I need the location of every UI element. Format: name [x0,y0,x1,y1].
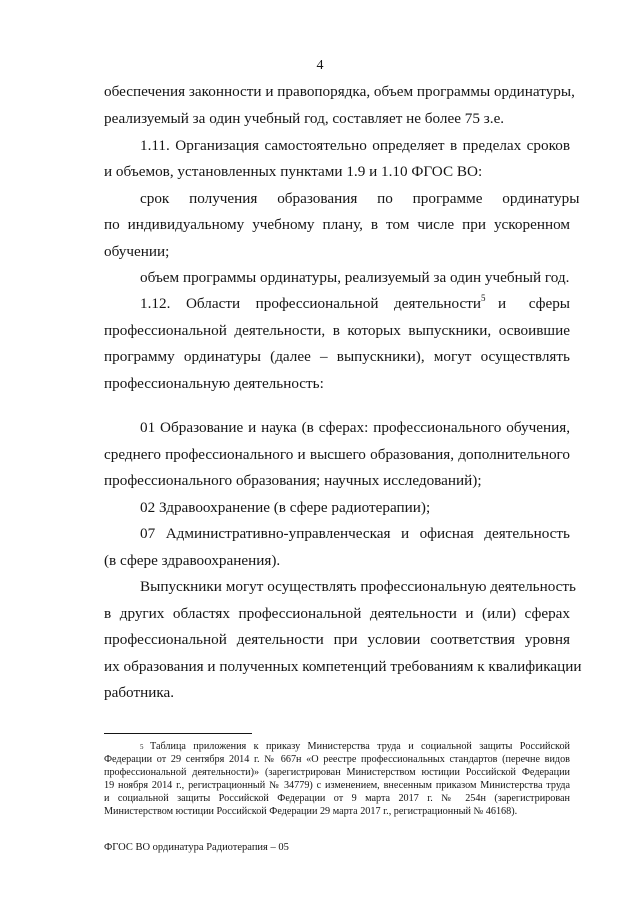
body-line: срок получения образования по программе ординатуры [140,190,580,207]
footnote-line: Таблица приложения к приказу Министерства труда и социальной защиты Российской [150,741,570,752]
body-line: Выпускники могут осуществлять профессиональную деятельность [140,578,576,595]
footnote-line: Министерством юстиции Российской Федерации 29 марта 2017 г., регистрационный № 46168). [104,806,518,817]
body-line: 1.12. Области профессиональной деятельности [140,295,481,312]
body-line: профессионального образования; научных исследований); [104,472,482,489]
body-line: профессиональную деятельность: [104,375,324,392]
body-line: объем программы ординатуры, реализуемый за один учебный год. [140,269,570,286]
footnote-line: 19 ноября 2014 г., регистрационный № 34779) с изменением, внесенным приказом Министерства труда [104,780,570,791]
body-line: 07 Административно-управленческая и офисная деятельность [140,525,570,542]
body-line: 1.11. Организация самостоятельно определяет в пределах сроков [140,137,570,154]
body-line: профессиональной деятельности при условии соответствия уровня [104,631,570,648]
footnote-separator [104,733,252,734]
body-line: обучении; [104,243,170,260]
body-line: 01 Образование и наука (в сферах: профессионального обучения, [140,419,570,436]
body-line: работника. [104,684,175,701]
body-line: профессиональной деятельности, в которых выпускники, освоившие [104,322,570,339]
footnote-line: Федерации от 29 сентября 2014 г. № 667н «О реестре профессиональных стандартов (перечне видов [104,754,570,765]
body-line: по индивидуальному учебному плану, в том числе при ускоренном [104,216,570,233]
footnote-line: и социальной защиты Российской Федерации от 9 марта 2017 г. № 254н (зарегистрирован [104,793,570,804]
body-line: обеспечения законности и правопорядка, объем программы ординатуры, [104,83,575,100]
body-line: 02 Здравоохранение (в сфере радиотерапии); [140,499,431,516]
body-line: и объемов, установленных пунктами 1.9 и 1.10 ФГОС ВО: [104,163,483,180]
footnote-line: профессиональной деятельности)» (зарегистрирован Министерством юстиции Российской Федерации [104,767,570,778]
body-line: (в сфере здравоохранения). [104,552,281,569]
document-footer: ФГОС ВО ординатура Радиотерапия – 05 [104,842,289,853]
body-line: в других областях профессиональной деятельности и (или) сферах [104,605,570,622]
body-line: среднего профессионального и высшего образования, дополнительного [104,446,570,463]
footnote-reference: 5 [481,293,486,303]
body-line: их образования и полученных компетенций требованиям к квалификации [104,658,582,675]
page-number: 4 [316,58,324,73]
body-line: программу ординатуры (далее – выпускники), могут осуществлять [104,348,570,365]
body-line: и сферы [498,295,570,312]
footnote-mark: 5 [140,743,144,751]
body-line: реализуемый за один учебный год, составляет не более 75 з.е. [104,110,505,127]
